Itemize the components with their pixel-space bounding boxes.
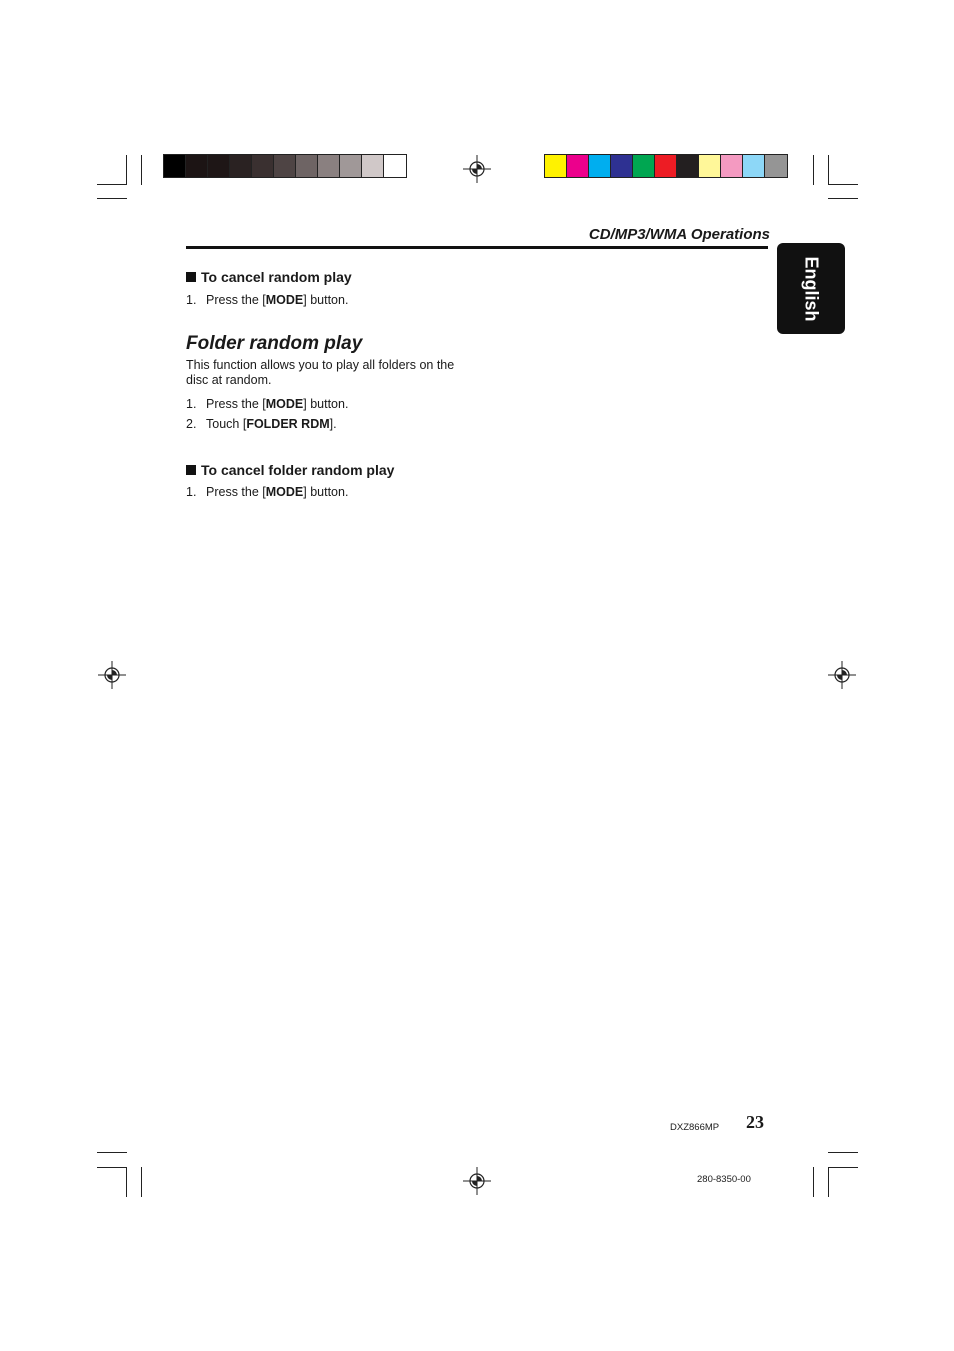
square-bullet-icon [186, 272, 196, 282]
crop-mark [126, 155, 127, 185]
color-calibration-bar [544, 154, 788, 178]
color-swatch [655, 155, 677, 177]
color-swatch [230, 155, 252, 177]
section-header: CD/MP3/WMA Operations [588, 226, 770, 243]
crop-mark [828, 155, 829, 185]
square-bullet-icon [186, 465, 196, 475]
color-swatch [362, 155, 384, 177]
language-tab [777, 243, 845, 334]
part-number: 280-8350-00 [697, 1174, 751, 1185]
crop-mark [97, 1152, 127, 1153]
step-number: 2. [186, 417, 197, 431]
step-text: Press the [ [206, 397, 266, 411]
registration-mark-icon [828, 661, 856, 689]
color-swatch [208, 155, 230, 177]
model-number: DXZ866MP [670, 1122, 720, 1133]
subheading-cancel-folder-random [186, 462, 394, 478]
color-swatch [677, 155, 699, 177]
crop-mark [828, 198, 858, 199]
step-number: 1. [186, 293, 197, 307]
color-swatch [765, 155, 787, 177]
subheading-text: To cancel random play [201, 269, 352, 285]
color-swatch [567, 155, 589, 177]
color-swatch [296, 155, 318, 177]
page-number: 23 [746, 1112, 764, 1132]
crop-mark [97, 184, 127, 185]
registration-mark-icon [463, 155, 491, 183]
crop-mark [828, 1152, 858, 1153]
crop-mark [813, 1167, 814, 1197]
description: This function allows you to play all folders on the disc at random. [186, 358, 455, 387]
step-button-name: FOLDER RDM [246, 417, 330, 431]
color-swatch [274, 155, 296, 177]
list-item [186, 485, 348, 499]
color-swatch [384, 155, 406, 177]
color-swatch [252, 155, 274, 177]
crop-mark [141, 1167, 142, 1197]
color-swatch [164, 155, 186, 177]
crop-mark [828, 184, 858, 185]
crop-mark [126, 1167, 127, 1197]
step-button-name: MODE [265, 485, 304, 499]
color-swatch [699, 155, 721, 177]
color-swatch [721, 155, 743, 177]
color-swatch [318, 155, 340, 177]
step-number: 1. [186, 397, 197, 411]
step-text: ]. [329, 417, 337, 431]
list-item [186, 397, 348, 411]
header-rule [186, 246, 768, 249]
step-text: ] button. [303, 397, 349, 411]
step-button-name: MODE [265, 397, 304, 411]
crop-mark [97, 1167, 127, 1168]
step-button-name: MODE [265, 293, 304, 307]
crop-mark [97, 198, 127, 199]
subheading-text: To cancel folder random play [201, 462, 395, 478]
language-tab-label: English [801, 255, 822, 322]
crop-mark [828, 1167, 858, 1168]
section-title: Folder random play [186, 333, 363, 354]
step-number: 1. [186, 485, 197, 499]
step-text: ] button. [303, 293, 349, 307]
list-item [186, 293, 348, 307]
color-swatch [545, 155, 567, 177]
registration-mark-icon [98, 661, 126, 689]
color-swatch [633, 155, 655, 177]
step-text: ] button. [303, 485, 349, 499]
list-item [186, 417, 337, 431]
color-swatch [743, 155, 765, 177]
subheading-cancel-random [186, 269, 352, 285]
step-text: Touch [ [206, 417, 247, 431]
crop-mark [828, 1167, 829, 1197]
step-text: Press the [ [206, 485, 266, 499]
color-swatch [611, 155, 633, 177]
color-swatch [340, 155, 362, 177]
color-swatch [589, 155, 611, 177]
crop-mark [141, 155, 142, 185]
step-text: Press the [ [206, 293, 266, 307]
grayscale-calibration-bar [163, 154, 407, 178]
registration-mark-icon [463, 1167, 491, 1195]
crop-mark [813, 155, 814, 185]
color-swatch [186, 155, 208, 177]
